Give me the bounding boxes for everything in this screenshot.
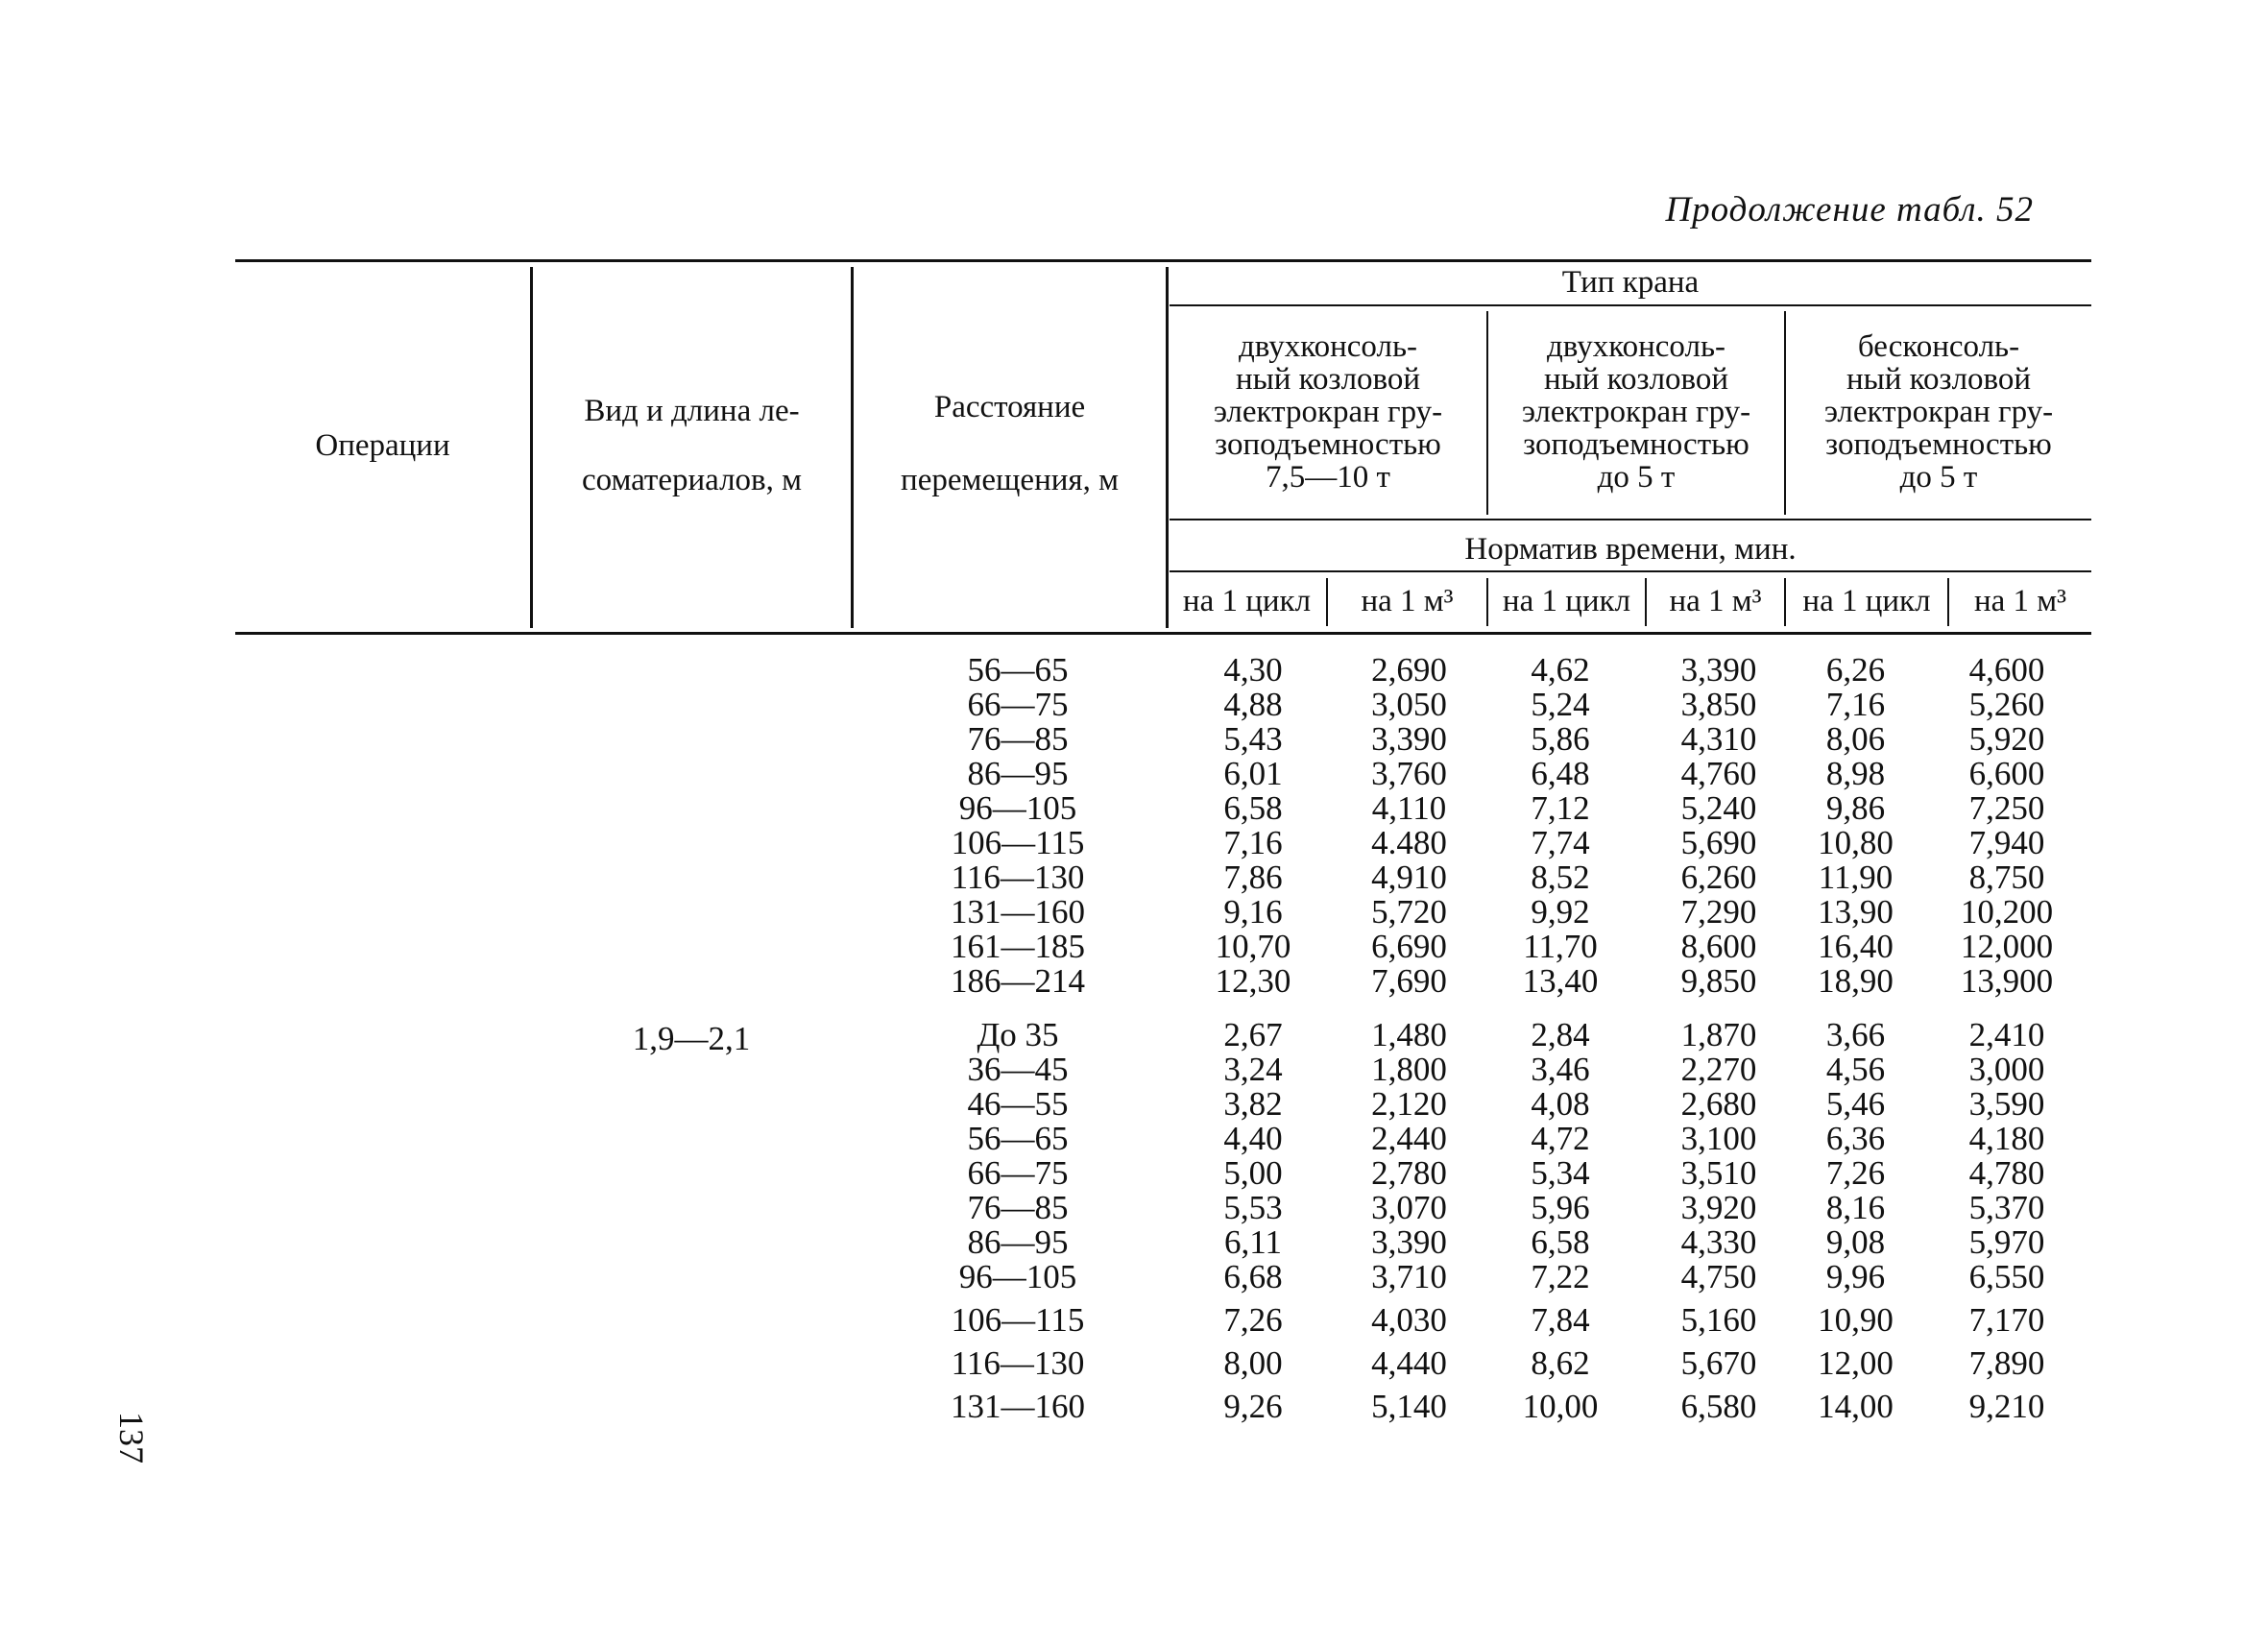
value-cell: 5,690	[1680, 824, 1757, 861]
value-cell: 7,290	[1680, 893, 1757, 931]
crane1-line-3: электрокран гру-	[1213, 395, 1443, 429]
value-cell: 4,110	[1371, 789, 1447, 827]
value-cell: 7,940	[1968, 824, 2045, 861]
value-cell: 18,90	[1818, 962, 1894, 1000]
sub-header-6: на 1 м³	[1973, 584, 2067, 618]
distance-cell: 86—95	[967, 755, 1069, 792]
value-cell: 10,80	[1818, 824, 1894, 861]
value-cell: 6,48	[1531, 755, 1590, 792]
value-cell: 6,690	[1371, 928, 1447, 965]
value-cell: 5,920	[1968, 720, 2045, 758]
value-cell: 3,070	[1371, 1189, 1447, 1226]
value-cell: 12,00	[1818, 1344, 1894, 1382]
header-crane-1	[1170, 330, 1486, 494]
value-cell: 10,200	[1960, 893, 2054, 931]
value-cell: 3,510	[1680, 1154, 1757, 1192]
value-cell: 3,390	[1371, 1223, 1447, 1261]
value-cell: 4,72	[1531, 1120, 1590, 1157]
header-crane-3	[1786, 330, 2091, 494]
value-cell: 5,46	[1825, 1085, 1886, 1123]
value-cell: 4,910	[1371, 859, 1447, 896]
distance-cell: 76—85	[967, 1189, 1069, 1226]
distance-cell: 131—160	[951, 1388, 1085, 1425]
table-caption: Продолжение табл. 52	[1665, 190, 2034, 230]
value-cell: 4,56	[1825, 1051, 1886, 1088]
rule-crane-names	[1170, 519, 2091, 520]
value-cell: 14,00	[1818, 1388, 1894, 1425]
value-cell: 5,00	[1223, 1154, 1283, 1192]
value-cell: 5,43	[1223, 720, 1283, 758]
value-cell: 9,850	[1680, 962, 1757, 1000]
value-cell: 7,74	[1531, 824, 1590, 861]
value-cell: 5,53	[1223, 1189, 1283, 1226]
distance-cell: 116—130	[951, 859, 1085, 896]
value-cell: 13,90	[1818, 893, 1894, 931]
value-cell: 4.480	[1371, 824, 1447, 861]
value-cell: 5,240	[1680, 789, 1757, 827]
value-cell: 7,86	[1223, 859, 1283, 896]
value-cell: 3,590	[1968, 1085, 2045, 1123]
vrule-3	[1166, 267, 1169, 628]
rule-crane-type	[1170, 304, 2091, 306]
value-cell: 1,800	[1371, 1051, 1447, 1088]
rule-norm	[1170, 570, 2091, 572]
value-cell: 4,760	[1680, 755, 1757, 792]
value-cell: 5,970	[1968, 1223, 2045, 1261]
value-cell: 2,780	[1371, 1154, 1447, 1192]
value-cell: 3,390	[1371, 720, 1447, 758]
value-cell: 4,88	[1223, 686, 1283, 723]
value-cell: 6,600	[1968, 755, 2045, 792]
value-cell: 8,16	[1825, 1189, 1886, 1226]
value-cell: 3,100	[1680, 1120, 1757, 1157]
value-cell: 8,98	[1825, 755, 1886, 792]
value-cell: 2,410	[1968, 1016, 2045, 1053]
sub-header-3: на 1 цикл	[1502, 584, 1631, 618]
header-type-length-2: соматериалов, м	[581, 463, 803, 497]
sub-header-1: на 1 цикл	[1182, 584, 1312, 618]
crane3-line-1: бесконсоль-	[1857, 329, 2020, 364]
value-cell: 9,08	[1825, 1223, 1886, 1261]
value-cell: 3,050	[1371, 686, 1447, 723]
group-label: 1,9—2,1	[632, 1020, 751, 1057]
value-cell: 8,00	[1223, 1344, 1283, 1382]
value-cell: 2,680	[1680, 1085, 1757, 1123]
value-cell: 5,140	[1371, 1388, 1447, 1425]
value-cell: 4,40	[1223, 1120, 1283, 1157]
value-cell: 4,750	[1680, 1258, 1757, 1295]
value-cell: 8,52	[1531, 859, 1590, 896]
value-cell: 11,90	[1818, 859, 1894, 896]
value-cell: 5,260	[1968, 686, 2045, 723]
sub-header-4: на 1 м³	[1669, 584, 1762, 618]
value-cell: 13,40	[1522, 962, 1599, 1000]
crane3-line-3: электрокран гру-	[1823, 395, 2054, 429]
header-distance-1: Расстояние	[933, 390, 1086, 424]
value-cell: 4,62	[1531, 651, 1590, 689]
header-operations: Операции	[315, 428, 450, 463]
value-cell: 6,580	[1680, 1388, 1757, 1425]
header-norm: Норматив времени, мин.	[1464, 532, 1797, 567]
distance-cell: 161—185	[951, 928, 1085, 965]
value-cell: 4,330	[1680, 1223, 1757, 1261]
crane2-line-1: двухконсоль-	[1547, 329, 1725, 364]
value-cell: 5,370	[1968, 1189, 2045, 1226]
value-cell: 4,780	[1968, 1154, 2045, 1192]
distance-cell: 96—105	[958, 789, 1077, 827]
value-cell: 7,890	[1968, 1344, 2045, 1382]
value-cell: 9,92	[1531, 893, 1590, 931]
distance-cell: 106—115	[951, 1301, 1085, 1339]
value-cell: 7,26	[1223, 1301, 1283, 1339]
value-cell: 12,000	[1960, 928, 2054, 965]
value-cell: 4,600	[1968, 651, 2045, 689]
value-cell: 7,16	[1825, 686, 1886, 723]
value-cell: 2,67	[1223, 1016, 1283, 1053]
crane3-line-5: до 5 т	[1899, 460, 1978, 495]
value-cell: 5,160	[1680, 1301, 1757, 1339]
header-distance-2: перемещения, м	[901, 463, 1119, 497]
value-cell: 7,690	[1371, 962, 1447, 1000]
value-cell: 5,86	[1531, 720, 1590, 758]
value-cell: 7,16	[1223, 824, 1283, 861]
value-cell: 7,22	[1531, 1258, 1590, 1295]
value-cell: 3,390	[1680, 651, 1757, 689]
value-cell: 9,86	[1825, 789, 1886, 827]
value-cell: 1,870	[1680, 1016, 1757, 1053]
value-cell: 3,82	[1223, 1085, 1283, 1123]
value-cell: 9,16	[1223, 893, 1283, 931]
value-cell: 5,24	[1531, 686, 1590, 723]
distance-cell: 56—65	[967, 651, 1069, 689]
value-cell: 5,720	[1371, 893, 1447, 931]
distance-cell: 86—95	[967, 1223, 1069, 1261]
crane1-line-4: зоподъемностью	[1215, 427, 1441, 462]
value-cell: 3,24	[1223, 1051, 1283, 1088]
value-cell: 7,250	[1968, 789, 2045, 827]
sub-header-5: на 1 цикл	[1802, 584, 1931, 618]
distance-cell: 131—160	[951, 893, 1085, 931]
value-cell: 4,310	[1680, 720, 1757, 758]
crane3-line-2: ный козловой	[1846, 362, 2032, 397]
value-cell: 11,70	[1523, 928, 1598, 965]
value-cell: 5,96	[1531, 1189, 1590, 1226]
value-cell: 3,850	[1680, 686, 1757, 723]
value-cell: 6,26	[1825, 651, 1886, 689]
value-cell: 9,210	[1968, 1388, 2045, 1425]
value-cell: 2,84	[1531, 1016, 1590, 1053]
crane2-line-3: электрокран гру-	[1521, 395, 1751, 429]
value-cell: 7,84	[1531, 1301, 1590, 1339]
value-cell: 9,26	[1223, 1388, 1283, 1425]
value-cell: 3,46	[1531, 1051, 1590, 1088]
crane1-line-5: 7,5—10 т	[1266, 460, 1390, 495]
value-cell: 5,34	[1531, 1154, 1590, 1192]
value-cell: 10,90	[1818, 1301, 1894, 1339]
value-cell: 3,920	[1680, 1189, 1757, 1226]
crane2-line-5: до 5 т	[1597, 460, 1676, 495]
distance-cell: 96—105	[958, 1258, 1077, 1295]
header-crane-2	[1488, 330, 1784, 494]
distance-cell: 116—130	[951, 1344, 1085, 1382]
value-cell: 4,180	[1968, 1120, 2045, 1157]
distance-cell: 66—75	[967, 686, 1069, 723]
value-cell: 1,480	[1371, 1016, 1447, 1053]
value-cell: 7,12	[1531, 789, 1590, 827]
rule-top	[235, 259, 2091, 262]
value-cell: 7,26	[1825, 1154, 1886, 1192]
value-cell: 2,440	[1371, 1120, 1447, 1157]
crane1-line-1: двухконсоль-	[1239, 329, 1417, 364]
distance-cell: 76—85	[967, 720, 1069, 758]
value-cell: 12,30	[1215, 962, 1291, 1000]
value-cell: 3,66	[1825, 1016, 1886, 1053]
crane3-line-4: зоподъемностью	[1825, 427, 2052, 462]
value-cell: 8,750	[1968, 859, 2045, 896]
distance-cell: 36—45	[967, 1051, 1069, 1088]
value-cell: 10,70	[1215, 928, 1291, 965]
vrule-2	[851, 267, 854, 628]
crane2-line-2: ный козловой	[1543, 362, 1729, 397]
value-cell: 8,06	[1825, 720, 1886, 758]
value-cell: 6,260	[1680, 859, 1757, 896]
distance-cell: До 35	[977, 1016, 1059, 1053]
value-cell: 16,40	[1818, 928, 1894, 965]
value-cell: 3,710	[1371, 1258, 1447, 1295]
value-cell: 9,96	[1825, 1258, 1886, 1295]
value-cell: 4,30	[1223, 651, 1283, 689]
value-cell: 2,690	[1371, 651, 1447, 689]
distance-cell: 106—115	[951, 824, 1085, 861]
distance-cell: 46—55	[967, 1085, 1069, 1123]
value-cell: 3,760	[1371, 755, 1447, 792]
value-cell: 13,900	[1960, 962, 2054, 1000]
distance-cell: 186—214	[951, 962, 1085, 1000]
value-cell: 8,62	[1531, 1344, 1590, 1382]
value-cell: 6,11	[1224, 1223, 1282, 1261]
value-cell: 6,58	[1531, 1223, 1590, 1261]
rule-header-bottom	[235, 632, 2091, 635]
value-cell: 2,270	[1680, 1051, 1757, 1088]
value-cell: 5,670	[1680, 1344, 1757, 1382]
value-cell: 6,68	[1223, 1258, 1283, 1295]
value-cell: 4,440	[1371, 1344, 1447, 1382]
value-cell: 10,00	[1522, 1388, 1599, 1425]
value-cell: 4,030	[1371, 1301, 1447, 1339]
value-cell: 6,58	[1223, 789, 1283, 827]
value-cell: 3,000	[1968, 1051, 2045, 1088]
page-number: 137	[112, 1412, 151, 1464]
value-cell: 4,08	[1531, 1085, 1590, 1123]
value-cell: 6,01	[1223, 755, 1283, 792]
value-cell: 6,36	[1825, 1120, 1886, 1157]
value-cell: 8,600	[1680, 928, 1757, 965]
header-type-length-1: Вид и длина ле-	[584, 394, 800, 428]
crane2-line-4: зоподъемностью	[1523, 427, 1749, 462]
vrule-1	[530, 267, 533, 628]
distance-cell: 56—65	[967, 1120, 1069, 1157]
header-crane-type: Тип крана	[1561, 265, 1700, 300]
value-cell: 2,120	[1371, 1085, 1447, 1123]
value-cell: 6,550	[1968, 1258, 2045, 1295]
sub-header-2: на 1 м³	[1361, 584, 1454, 618]
distance-cell: 66—75	[967, 1154, 1069, 1192]
crane1-line-2: ный козловой	[1235, 362, 1421, 397]
value-cell: 7,170	[1968, 1301, 2045, 1339]
